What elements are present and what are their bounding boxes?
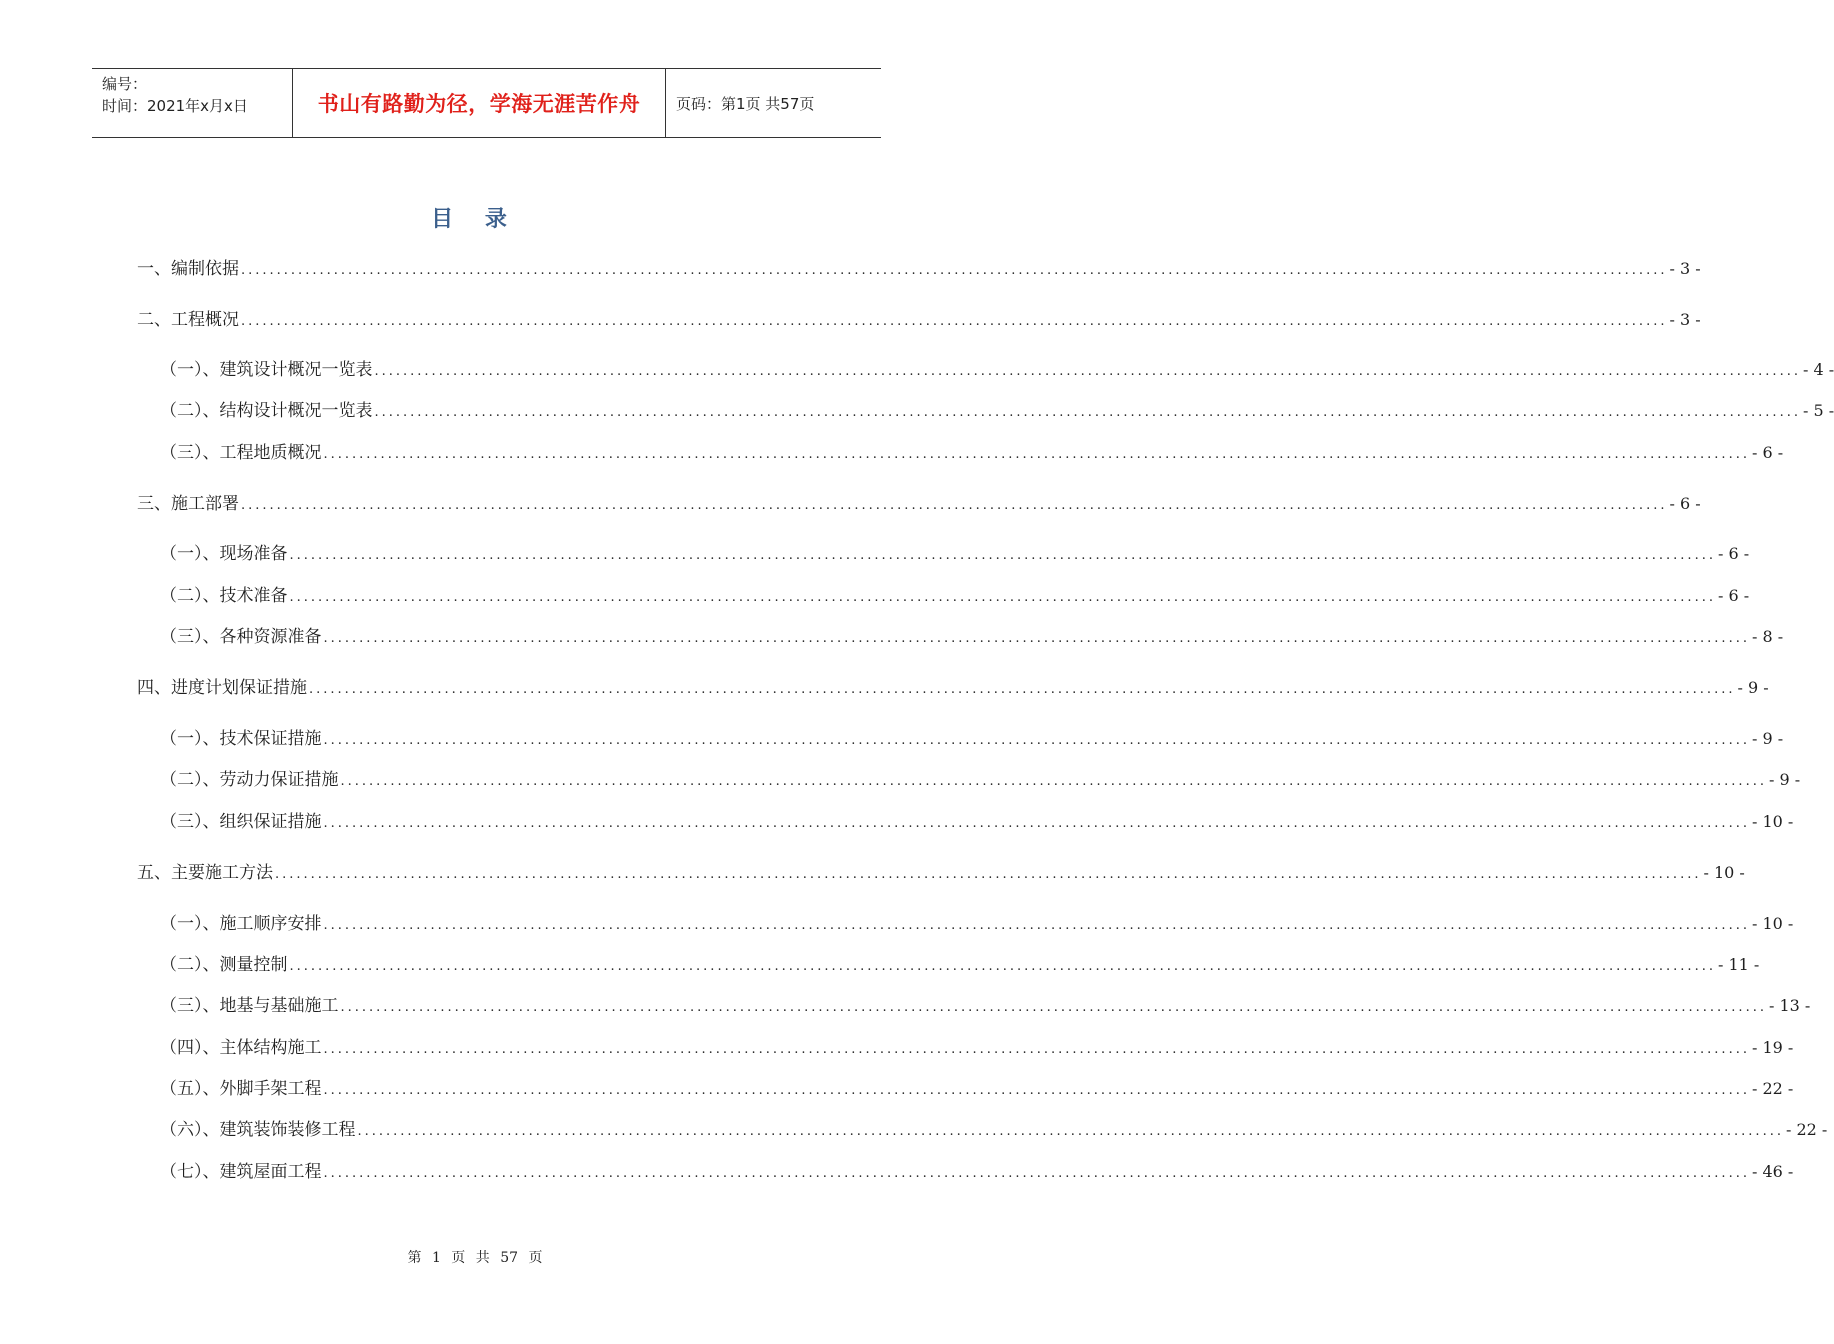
header-page-number: 页码：第1页 共57页: [676, 94, 815, 113]
toc-leader-dots: ........................................................................................................................................................................................................: [289, 590, 1716, 605]
toc-entry-page: - 6 -: [1717, 544, 1750, 563]
toc-entry[interactable]: [160, 1161, 1794, 1183]
toc-entry[interactable]: [160, 626, 1784, 648]
toc-entry-page: - 9 -: [1768, 770, 1801, 789]
toc-entry[interactable]: [160, 954, 1760, 976]
toc-leader-dots: ........................................................................................................................................................................................................: [340, 1000, 1767, 1015]
toc-entry-page: - 10 -: [1703, 863, 1745, 882]
toc-entry-page: - 11 -: [1717, 955, 1760, 974]
toc-leader-dots: ........................................................................................................................................................................................................: [323, 918, 1750, 933]
toc-entry[interactable]: [160, 1037, 1794, 1059]
toc-leader-dots: ........................................................................................................................................................................................................: [289, 959, 1716, 974]
toc-entry-page: - 3 -: [1669, 310, 1701, 329]
toc-entry-page: - 6 -: [1751, 443, 1784, 462]
document-number-label: 编号：: [102, 75, 148, 93]
toc-leader-dots: ........................................................................................................................................................................................................: [374, 405, 1801, 420]
toc-entry[interactable]: [137, 493, 1701, 515]
toc-entry-label: （二）、测量控制: [160, 955, 288, 975]
toc-entry-page: - 9 -: [1751, 729, 1784, 748]
toc-entry[interactable]: [160, 1078, 1794, 1100]
toc-entry-page: - 22 -: [1785, 1120, 1828, 1139]
toc-entry-page: - 13 -: [1768, 996, 1811, 1015]
toc-entry[interactable]: [160, 1119, 1828, 1141]
toc-leader-dots: ........................................................................................................................................................................................................: [289, 548, 1716, 563]
toc-entry[interactable]: [160, 585, 1750, 607]
toc-entry-label: （四）、主体结构施工: [160, 1038, 322, 1058]
toc-entry-label: 五、主要施工方法: [137, 863, 273, 883]
toc-leader-dots: ........................................................................................................................................................................................................: [323, 447, 1750, 462]
toc-entry-page: - 6 -: [1669, 494, 1701, 513]
toc-entry[interactable]: [160, 359, 1834, 381]
toc-entry-label: （一）、建筑设计概况一览表: [160, 360, 373, 380]
toc-leader-dots: ........................................................................................................................................................................................................: [374, 364, 1801, 379]
toc-entry[interactable]: [137, 677, 1769, 699]
toc-entry[interactable]: [160, 811, 1794, 833]
toc-entry-page: - 8 -: [1751, 627, 1784, 646]
toc-entry-page: - 19 -: [1751, 1038, 1794, 1057]
toc-entry-label: （二）、结构设计概况一览表: [160, 401, 373, 421]
toc-entry-page: - 5 -: [1802, 401, 1834, 420]
toc-leader-dots: ........................................................................................................................................................................................................: [241, 263, 1668, 278]
toc-leader-dots: ........................................................................................................................................................................................................: [309, 682, 1736, 697]
page-footer: 第 1 页 共 57 页: [407, 1250, 543, 1266]
toc-entry[interactable]: [137, 862, 1745, 884]
toc-entry-label: （一）、现场准备: [160, 544, 288, 564]
toc-title: 目 录: [431, 207, 519, 232]
toc-entry-label: 三、施工部署: [137, 494, 239, 514]
toc-entry-page: - 46 -: [1751, 1162, 1794, 1181]
header-motto: 书山有路勤为径，学海无涯苦作舟: [293, 69, 666, 137]
toc-leader-dots: ........................................................................................................................................................................................................: [323, 1042, 1750, 1057]
toc-entry[interactable]: [160, 913, 1794, 935]
toc-entry-label: 二、工程概况: [137, 310, 239, 330]
toc-leader-dots: ........................................................................................................................................................................................................: [323, 733, 1750, 748]
toc-leader-dots: ........................................................................................................................................................................................................: [323, 1166, 1750, 1181]
toc-entry[interactable]: [160, 995, 1811, 1017]
toc-entry-label: 一、编制依据: [137, 259, 239, 279]
toc-entry-label: （三）、地基与基础施工: [160, 996, 339, 1016]
toc-leader-dots: ........................................................................................................................................................................................................: [241, 498, 1668, 513]
toc-leader-dots: ........................................................................................................................................................................................................: [275, 867, 1702, 882]
toc-entry-label: （五）、外脚手架工程: [160, 1079, 322, 1099]
toc-leader-dots: ........................................................................................................................................................................................................: [323, 631, 1750, 646]
toc-entry-label: （六）、建筑装饰装修工程: [160, 1120, 356, 1140]
toc-entry[interactable]: [160, 769, 1801, 791]
toc-entry-label: （一）、施工顺序安排: [160, 914, 322, 934]
toc-entry[interactable]: [160, 442, 1784, 464]
toc-entry-label: （三）、组织保证措施: [160, 812, 322, 832]
toc-entry-label: （一）、技术保证措施: [160, 729, 322, 749]
page-header: [92, 68, 881, 138]
toc-entry[interactable]: [160, 400, 1834, 422]
toc-entry[interactable]: [160, 543, 1750, 565]
toc-leader-dots: ........................................................................................................................................................................................................: [340, 774, 1767, 789]
toc-entry-label: 四、进度计划保证措施: [137, 678, 307, 698]
toc-entry-label: （三）、各种资源准备: [160, 627, 322, 647]
toc-leader-dots: ........................................................................................................................................................................................................: [357, 1124, 1784, 1139]
toc-entry-page: - 6 -: [1717, 586, 1750, 605]
document-time-label: 时间：2021年x月x日: [102, 97, 248, 115]
toc-leader-dots: ........................................................................................................................................................................................................: [241, 314, 1668, 329]
toc-entry-label: （三）、工程地质概况: [160, 443, 322, 463]
toc-entry-page: - 9 -: [1737, 678, 1769, 697]
toc-entry-page: - 22 -: [1751, 1079, 1794, 1098]
toc-entry-page: - 10 -: [1751, 914, 1794, 933]
toc-entry-page: - 10 -: [1751, 812, 1794, 831]
toc-entry[interactable]: [137, 309, 1701, 331]
toc-entry-label: （七）、建筑屋面工程: [160, 1162, 322, 1182]
toc-entry-page: - 3 -: [1669, 259, 1701, 278]
toc-entry-label: （二）、技术准备: [160, 586, 288, 606]
toc-entry[interactable]: [160, 728, 1784, 750]
toc-entry-label: （二）、劳动力保证措施: [160, 770, 339, 790]
toc-entry-page: - 4 -: [1802, 360, 1834, 379]
toc-leader-dots: ........................................................................................................................................................................................................: [323, 1083, 1750, 1098]
header-meta: [92, 69, 293, 137]
toc-leader-dots: ........................................................................................................................................................................................................: [323, 816, 1750, 831]
toc-entry[interactable]: [137, 258, 1701, 280]
